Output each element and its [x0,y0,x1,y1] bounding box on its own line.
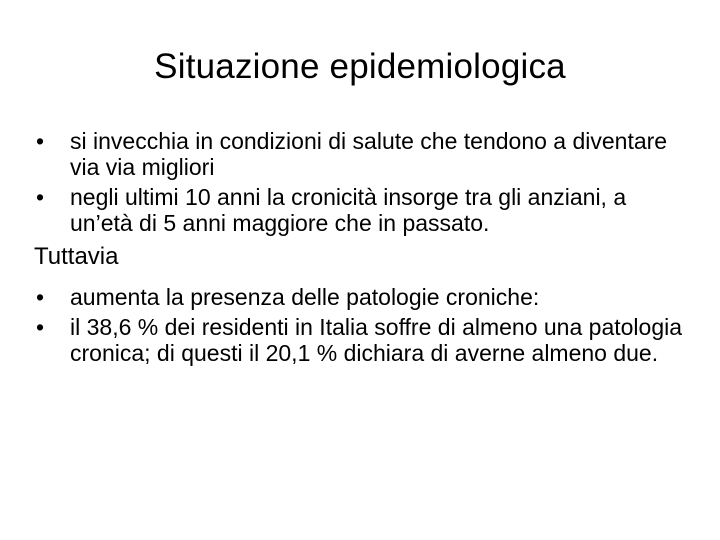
bullet-text: aumenta la presenza delle patologie croniche: [70,284,540,310]
bullet-list-1 [36,128,686,236]
bullet-marker: • [36,284,45,310]
bullet-marker: • [36,314,45,340]
slide-body [36,128,686,370]
bullet-marker: • [36,128,45,154]
bullet-list-2 [36,284,686,366]
bullet-item [36,284,686,310]
bullet-marker: • [36,184,45,210]
bullet-text: negli ultimi 10 anni la cronicità insorge tra gli anziani, a un’età di 5 anni maggiore che in passato. [70,184,627,236]
subheading: Tuttavia [34,243,119,270]
bullet-item [36,314,686,366]
bullet-item [36,128,686,180]
bullet-item [36,184,686,236]
bullet-text: si invecchia in condizioni di salute che tendono a diventare via via migliori [70,128,668,180]
bullet-text: il 38,6 % dei residenti in Italia soffre di almeno una patologia cronica; di questi il 20,1 % dichiara di averne almeno due. [70,314,683,366]
slide-title: Situazione epidemiologica [154,47,566,86]
